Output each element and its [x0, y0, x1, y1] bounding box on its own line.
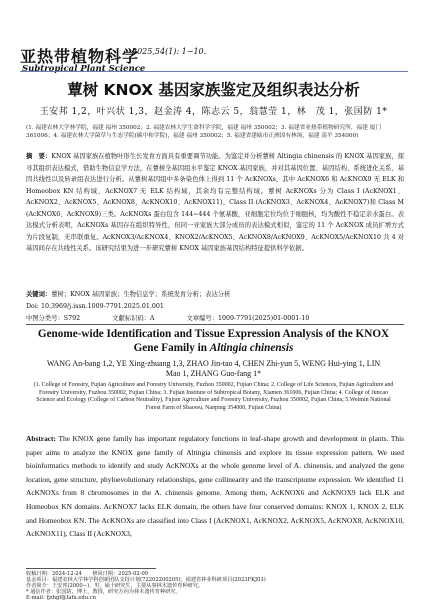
- footnote-corresponding: * 通信作者：张国防，博士，教授，研究方向为林木遗传育种研究。: [26, 589, 181, 595]
- cn-authors: 王安邦 1,2，叶兴状 1,3，赵金涛 4，陈志云 5，翁慧莹 1，林 茂 1，张国防 1*: [39, 107, 388, 117]
- classification-number: 中图分类号：S792: [26, 315, 81, 322]
- doi: Doi: 10.3969/j.issn.1009-7791.2025.01.001: [26, 303, 164, 310]
- en-affiliations: (1. College of Forestry, Fujian Agriculture and Forestry University, Fuzhou 350002, Fujian China; 2. College of Life Sciences, Fujian Agriculture and Forestry University, Fuzhou 350002, Fujian China; 3. Fujian Institute of Subtropical Botany, Xiamen 361006, Fujian China; 4. College of Juncao Science and Ecology (College of Carbon Neutrality), Fujian Agriculture and Forestry University, Fuzhou 350002, Fujian China; 5.Weimin National Forest Farm of Shaowu, Nanping 354000, Fujian China): [33, 382, 394, 411]
- cn-title: 蕈树 KNOX 基因家族鉴定及组织表达分析: [67, 81, 360, 99]
- header-divider: [20, 71, 408, 72]
- en-title: [30, 328, 397, 355]
- en-title-species: Altingia chinensis: [209, 341, 294, 354]
- footnote-received: 收稿日期：2024-12-24 修回日期：2025-02-09: [26, 571, 149, 577]
- cn-abstract-label: 摘 要：: [26, 153, 52, 160]
- en-authors: WANG An-bang 1,2, YE Xing-zhuang 1,3, ZHAO Jin-tao 4, CHEN Zhi-yun 5, WENG Hui-ying 1, LIN Mao 1, ZHANG Guo-fang 1*: [46, 359, 381, 378]
- footnote-funding: 基金项目：福建农林大学林学科创新团队支持计划(72202200205)；福建省林业科研项目(2023FKJ03): [26, 577, 266, 583]
- cn-keywords-text: 蕈树；KNOX 基因家族；生物信息学；系统发育分析；表达分析: [51, 291, 231, 298]
- cn-affiliations: (1. 福建农林大学林学院，福建 福州 350002；2. 福建农林大学生命科学学院，福建 福州 350002；3. 福建省亚热带植物研究所，福建 厦门 361006；4. 福建农林大学菌草与生态学院(碳中和学院)，福建 福州 350002；5. 福建省建瓯市正洲国有林场，福建 南平 354000): [26, 125, 382, 140]
- article-meta: [26, 313, 339, 322]
- en-abstract-label: Abstract:: [26, 434, 56, 443]
- footnote-author-info: 作者简介：王安邦(2000−)，男，硕士研究生，主要从事林木遗传育种研究。: [26, 583, 204, 589]
- footnote-divider: [26, 568, 156, 569]
- footnote-email: E-mail: fjzhgf@fafu.edu.cn: [26, 595, 96, 601]
- en-title-main: Genome-wide Identification and Tissue Expression Analysis of the KNOX Gene Family in: [37, 328, 390, 354]
- journal-name-en: Subtropical Plant Science: [22, 64, 146, 74]
- journal-citation: 2025,54(1): 1−10.: [132, 47, 207, 56]
- cn-abstract-text: KNOX 基因家族在植物叶形生长发育方面具有重要调节功能。为鉴定并分析蕈树 Altingia chinensis 的 KNOX 基因家族，探寻其组织表达模式，借助生物信息学方法，在蕈树全基因组水平鉴定 KNOX 基因家族，并对其基因位置、基因结构、系统进化关系、基因共线性以及转录组表达进行分析。从蕈树基因组中多条染色体上得到 11 个 AcKNOXs，其中 AcKNOX6 和 AcKNOX9 无 ELK 和 Homeobox KN 结构域，AcKNOX7 无 ELK 结构域，其余均有完整结构域。蕈树 AcKNOXs 分为 Class I (AcKNOX1、AcKNOX2、AcKNOX5、AcKNOX8、AcKNOX10、AcKNOX11)、Class II (AcKNOX3、AcKNOX4、AcKNOX7)和 Class M (AcKNOX6、AcKNOX9)三类。AcKNOXs 蛋白包含 144~444 个氨基酸，亚细胞定位均位于细胞核，均为酸性不稳定亲水蛋白。表达模式分析表明，AcKNOXs 基因存在组织特异性，但同一亚家族大部分成员的表达模式相似，鉴定的 11 个 AcKNOX 成员扩增方式为片段复制，无串联重复。AcKNOX3/AcKNOX4、KNOX2/AcKNOX5、AcKNOX8/AcKNOX9、AcKNOX5/AcKNOX10 共 4 对基因间存在共线性关系。该研究结果为进一步研究蕈树 KNOX 基因家族基因结构特征提供科学依据。: [26, 153, 404, 252]
- journal-name-cn: 亚热带植物科学: [20, 47, 140, 66]
- cn-keywords-label: 关键词：: [26, 291, 52, 298]
- document-code: 文献标识码：A: [112, 315, 155, 322]
- cn-keywords: [26, 290, 404, 299]
- section-divider: [26, 324, 404, 325]
- article-number: 文章编号：1009-7791(2025)01-0001-10: [186, 315, 310, 322]
- cn-abstract: [26, 151, 404, 255]
- en-abstract-text: The KNOX gene family has important regulatory functions in leaf-shape growth and development in plants. This paper aims to analyze the KNOX gene family of Altingia chinensis and explore its tissue expression pattern. We used bioinformatics methods to identify and study AcKNOXs at the whole genome level of A. chinensis, and analyzed the gene location, gene structure, phyloevolutionary relationships, gene collinearity and the transcriptome expression. We identified 11 AcKNOXs from 8 chromosomes in the A. chinensis genome. Among them, AcKNOX6 and AcKNOX9 lack ELK and Homeobox KN domains. AcKNOX7 lacks ELK domain, the others have four conserved domains: KNOX 1, KNOX 2, ELK and Homeobox KN. The AcKNOXs are classified into Class I (AcKNOX1, AcKNOX2, AcKNOX5, AcKNOX8, AcKNOX10, AcKNOX11), Class II (AcKNOX3,: [26, 434, 404, 539]
- en-abstract: [26, 432, 404, 541]
